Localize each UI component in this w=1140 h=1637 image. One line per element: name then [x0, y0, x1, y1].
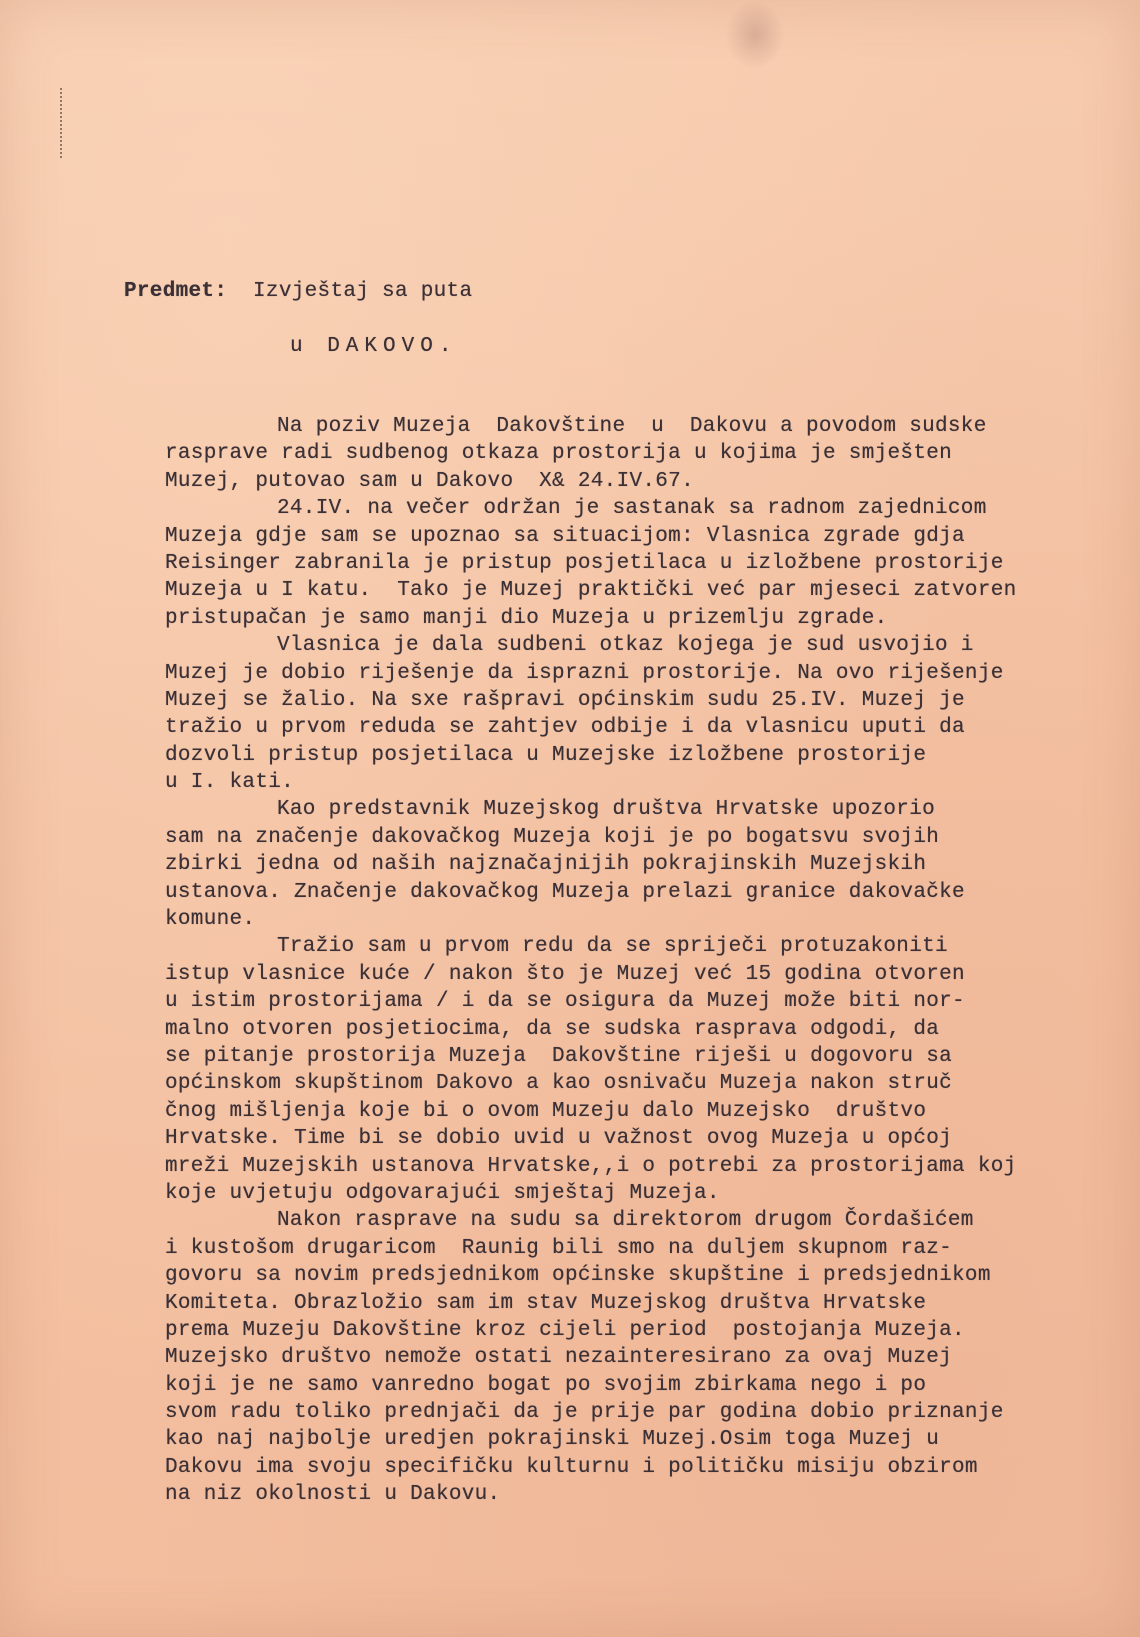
punch-hole-marks: [60, 88, 66, 158]
text-line: Muzej je dobio riješenje da isprazni prostorije. Na ovo riješenje: [165, 661, 1004, 685]
text-line: Nakon rasprave na sudu sa direktorom drugom Čordašićem: [277, 1209, 974, 1233]
text-line: govoru sa novim predsjednikom općinske skupštine i predsjednikom: [165, 1264, 991, 1288]
text-line: svom radu toliko prednjači da je prije par godina dobio priznanje: [165, 1401, 1004, 1425]
text-line: pristupačan je samo manji dio Muzeja u prizemlju zgrade.: [165, 606, 888, 630]
text-line: komune.: [165, 908, 256, 932]
subject-text: Izvještaj sa puta: [253, 280, 473, 303]
text-line: Muzej, putovao sam u Dakovo X& 24.IV.67.: [165, 469, 694, 493]
report-body: [165, 413, 1095, 1509]
text-line: sam na značenje dakovačkog Muzeja koji je po bogatsvu svojih: [165, 825, 940, 849]
text-line: Muzeja u I katu. Tako je Muzej praktički već par mjeseci zatvoren: [165, 579, 1017, 603]
text-line: Tražio sam u prvom redu da se spriječi protuzakoniti: [277, 935, 948, 959]
text-line: Komiteta. Obrazložio sam im stav Muzejskog društva Hrvatske: [165, 1291, 927, 1315]
text-line: Muzeja gdje sam se upoznao sa situacijom: Vlasnica zgrade gdja: [165, 524, 965, 548]
text-line: rasprave radi sudbenog otkaza prostorija u kojima je smješten: [165, 442, 953, 466]
subject-line: [124, 280, 472, 303]
text-line: tražio u prvom reduda se zahtjev odbije i da vlasnicu uputi da: [165, 716, 965, 740]
text-line: koje uvjetuju odgovarajući smještaj Muzeja.: [165, 1181, 720, 1205]
subject-label: Predmet:: [124, 280, 228, 303]
text-line: čnog mišljenja koje bi o ovom Muzeju dalo Muzejsko društvo: [165, 1099, 927, 1123]
text-line: Hrvatske. Time bi se dobio uvid u važnost ovog Muzeja u općoj: [165, 1127, 953, 1151]
text-line: Reisinger zabranila je pristup posjetilaca u izložbene prostorije: [165, 551, 1004, 575]
text-line: Vlasnica je dala sudbeni otkaz kojega je sud usvojio i: [277, 634, 974, 658]
text-line: mreži Muzejskih ustanova Hrvatske,,i o potrebi za prostorijama koj: [165, 1154, 1017, 1178]
text-line: na niz okolnosti u Dakovu.: [165, 1483, 501, 1507]
text-line: Na poziv Muzeja Dakovštine u Dakovu a povodom sudske: [277, 415, 987, 438]
text-line: Kao predstavnik Muzejskog društva Hrvatske upozorio: [277, 798, 936, 822]
text-line: malno otvoren posjetiocima, da se sudska rasprava odgodi, da: [165, 1017, 940, 1041]
subject-place: u DAKOVO.: [290, 335, 458, 358]
text-line: dozvoli pristup posjetilaca u Muzejske izložbene prostorije: [165, 743, 927, 767]
text-line: Dakovu ima svoju specifičku kulturnu i političku misiju obzirom: [165, 1455, 978, 1479]
text-line: koji je ne samo vanredno bogat po svojim zbirkama nego i po: [165, 1373, 927, 1397]
text-line: istup vlasnice kuće / nakon što je Muzej već 15 godina otvoren: [165, 962, 965, 986]
text-line: ustanova. Značenje dakovačkog Muzeja prelazi granice dakovačke: [165, 880, 965, 904]
text-line: prema Muzeju Dakovštine kroz cijeli period postojanja Muzeja.: [165, 1318, 965, 1342]
text-line: se pitanje prostorija Muzeja Dakovštine riješi u dogovoru sa: [165, 1044, 953, 1068]
stain-mark: [725, 0, 785, 70]
text-line: Muzej se žalio. Na sxe rašpravi općinskim sudu 25.IV. Muzej je: [165, 688, 965, 712]
text-line: kao naj najbolje uredjen pokrajinski Muzej.Osim toga Muzej u: [165, 1428, 940, 1452]
text-line: u istim prostorijama / i da se osigura da Muzej može biti nor-: [165, 990, 965, 1014]
text-line: zbirki jedna od naših najznačajnijih pokrajinskih Muzejskih: [165, 853, 927, 877]
text-line: i kustošom drugaricom Raunig bili smo na duljem skupnom raz-: [165, 1236, 953, 1260]
text-line: u I. kati.: [165, 771, 295, 795]
text-line: općinskom skupštinom Dakovo a kao osnivaču Muzeja nakon struč: [165, 1072, 953, 1096]
text-line: 24.IV. na večer održan je sastanak sa radnom zajednicom: [277, 497, 987, 521]
text-line: Muzejsko društvo nemože ostati nezainteresirano za ovaj Muzej: [165, 1346, 953, 1370]
